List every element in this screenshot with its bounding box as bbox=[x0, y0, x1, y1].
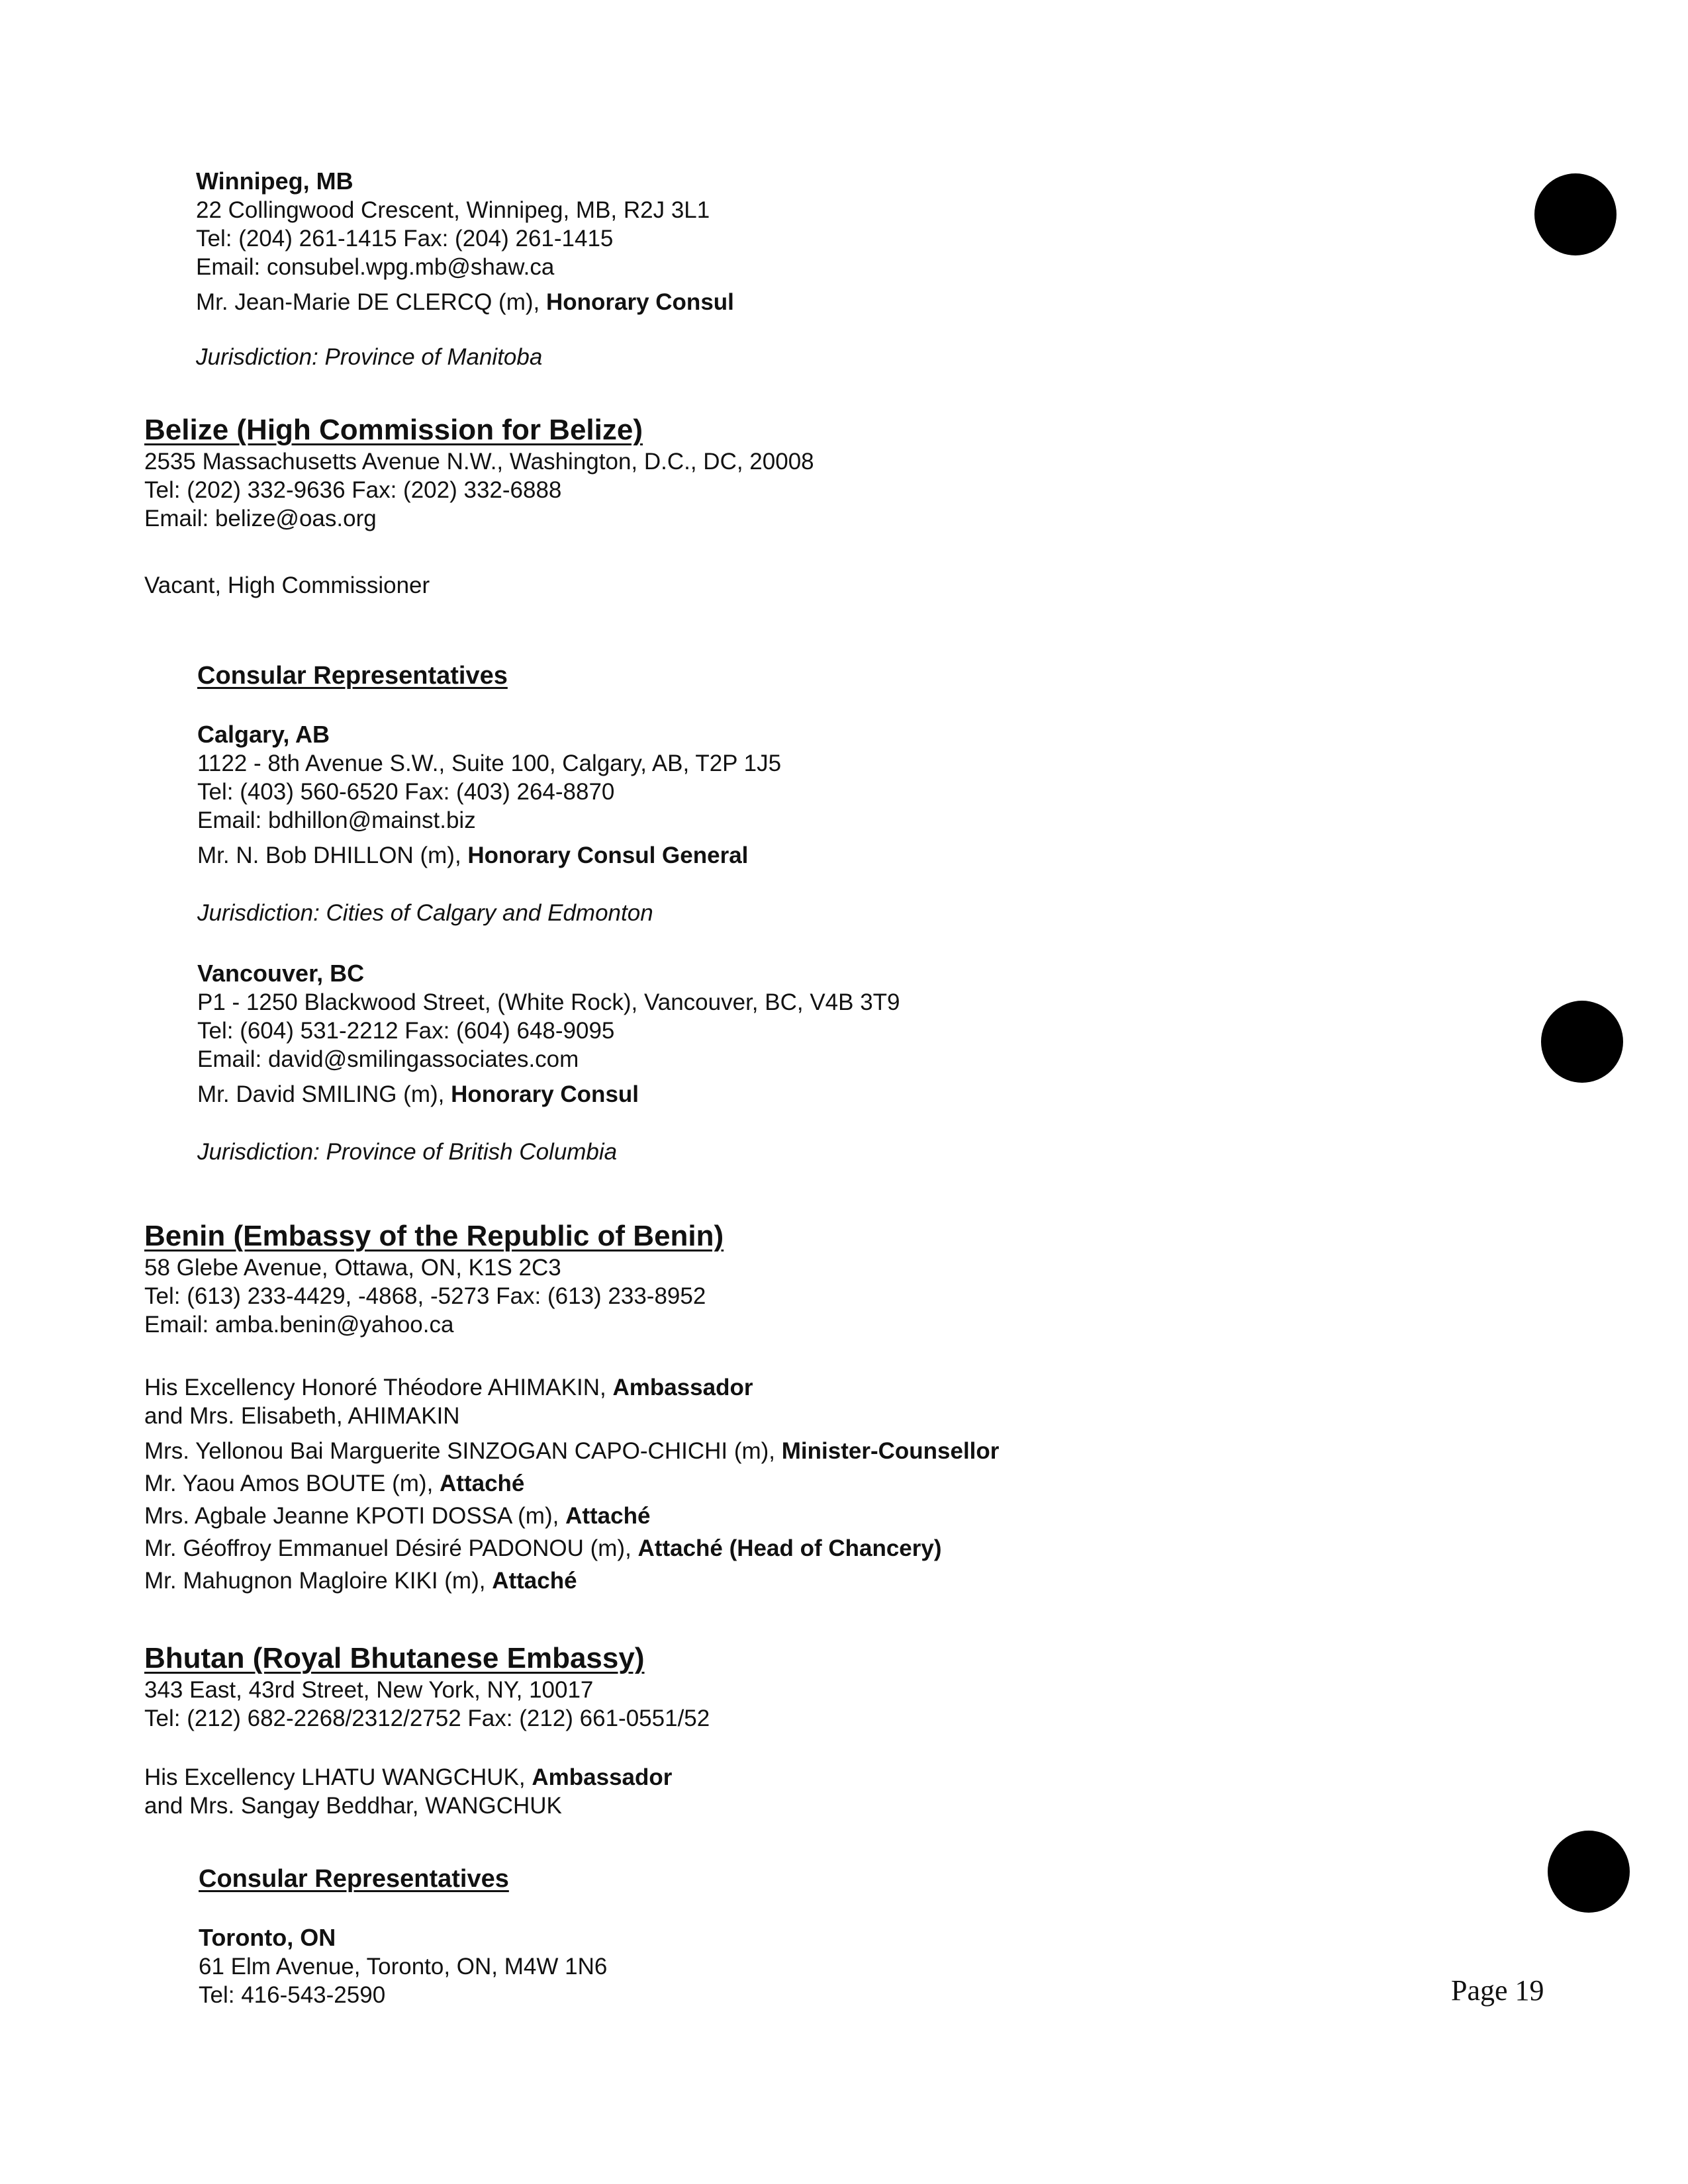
person-name: His Excellency Honoré Théodore AHIMAKIN, bbox=[144, 1375, 613, 1400]
city-name: Calgary, AB bbox=[197, 721, 330, 748]
binder-hole-middle bbox=[1541, 1001, 1623, 1083]
person-title: Ambassador bbox=[612, 1375, 753, 1400]
person-title: Honorary Consul bbox=[451, 1081, 639, 1107]
belize-consular bbox=[197, 660, 900, 1166]
phone-fax: Tel: (604) 531-2212 Fax: (604) 648-9095 bbox=[197, 1018, 615, 1044]
address: P1 - 1250 Blackwood Street, (White Rock), Vancouver, BC, V4B 3T9 bbox=[197, 989, 900, 1015]
email: Email: david@smilingassociates.com bbox=[197, 1046, 579, 1072]
email: Email: belize@oas.org bbox=[144, 506, 377, 531]
person-title: Attaché bbox=[565, 1503, 651, 1529]
person-name: His Excellency LHATU WANGCHUK, bbox=[144, 1764, 532, 1790]
person-title: Attaché (Head of Chancery) bbox=[637, 1535, 942, 1561]
belize-section bbox=[144, 413, 814, 600]
person-name: Mr. David SMILING (m), bbox=[197, 1081, 451, 1107]
phone-fax: Tel: (202) 332-9636 Fax: (202) 332-6888 bbox=[144, 477, 562, 503]
person-title: Minister-Counsellor bbox=[781, 1438, 1000, 1464]
country-heading: Belize (High Commission for Belize) bbox=[144, 414, 643, 446]
jurisdiction-label: Jurisdiction: bbox=[197, 1139, 320, 1165]
address: 343 East, 43rd Street, New York, NY, 10017 bbox=[144, 1677, 594, 1703]
staff-entry bbox=[144, 1469, 999, 1498]
person-name: Mrs. Agbale Jeanne KPOTI DOSSA (m), bbox=[144, 1503, 566, 1529]
person-title: Honorary Consul bbox=[545, 289, 734, 315]
person-title: Honorary Consul General bbox=[467, 842, 749, 868]
city-name: Winnipeg, MB bbox=[196, 167, 353, 195]
spouse: and Mrs. Sangay Beddhar, WANGCHUK bbox=[144, 1793, 562, 1819]
country-heading: Benin (Embassy of the Republic of Benin) bbox=[144, 1220, 724, 1252]
email: Email: consubel.wpg.mb@shaw.ca bbox=[196, 254, 555, 280]
jurisdiction bbox=[197, 899, 900, 927]
address: 1122 - 8th Avenue S.W., Suite 100, Calgary, AB, T2P 1J5 bbox=[197, 751, 782, 776]
staff-entry bbox=[144, 1502, 999, 1530]
phone-fax: Tel: (613) 233-4429, -4868, -5273 Fax: (613) 233-8952 bbox=[144, 1283, 706, 1309]
address: 2535 Massachusetts Avenue N.W., Washington, D.C., DC, 20008 bbox=[144, 449, 814, 475]
staff-entry bbox=[144, 1534, 999, 1563]
person-name: Mr. Géoffroy Emmanuel Désiré PADONOU (m), bbox=[144, 1535, 638, 1561]
staff-entry bbox=[144, 1373, 999, 1402]
person-title: Ambassador bbox=[532, 1764, 673, 1790]
address: 58 Glebe Avenue, Ottawa, ON, K1S 2C3 bbox=[144, 1255, 561, 1281]
address: 61 Elm Avenue, Toronto, ON, M4W 1N6 bbox=[199, 1954, 608, 1979]
city-name: Vancouver, BC bbox=[197, 960, 365, 987]
staff-entry bbox=[144, 1763, 710, 1792]
jurisdiction-label: Jurisdiction: bbox=[196, 344, 318, 370]
person-title: Attaché bbox=[440, 1471, 525, 1496]
city-name: Toronto, ON bbox=[199, 1924, 336, 1951]
consul-entry bbox=[196, 288, 734, 316]
consul-entry bbox=[197, 1080, 900, 1109]
email: Email: amba.benin@yahoo.ca bbox=[144, 1312, 454, 1338]
page-number: Page 19 bbox=[1451, 1974, 1544, 2007]
person-name: Mrs. Yellonou Bai Marguerite SINZOGAN CAPO-CHICHI (m), bbox=[144, 1438, 782, 1464]
person-name: Mr. N. Bob DHILLON (m), bbox=[197, 842, 468, 868]
consular-heading: Consular Representatives bbox=[199, 1865, 509, 1893]
benin-section bbox=[144, 1219, 999, 1595]
winnipeg-consulate bbox=[196, 167, 734, 371]
person-name: Mr. Jean-Marie DE CLERCQ (m), bbox=[196, 289, 546, 315]
bhutan-consular bbox=[199, 1864, 607, 2009]
jurisdiction-value: Province of British Columbia bbox=[319, 1139, 618, 1165]
person-name: Mr. Mahugnon Magloire KIKI (m), bbox=[144, 1568, 492, 1594]
head-of-mission: Vacant, High Commissioner bbox=[144, 572, 430, 598]
phone-fax: Tel: 416-543-2590 bbox=[199, 1982, 386, 2008]
jurisdiction-value: Province of Manitoba bbox=[318, 344, 543, 370]
consul-entry bbox=[197, 841, 900, 870]
staff-entry bbox=[144, 1567, 999, 1595]
jurisdiction bbox=[197, 1138, 900, 1166]
phone-fax: Tel: (403) 560-6520 Fax: (403) 264-8870 bbox=[197, 779, 615, 805]
jurisdiction-label: Jurisdiction: bbox=[197, 900, 320, 926]
staff-entry bbox=[144, 1437, 999, 1465]
binder-hole-bottom bbox=[1548, 1831, 1630, 1913]
jurisdiction bbox=[196, 343, 734, 371]
person-title: Attaché bbox=[492, 1568, 577, 1594]
spouse: and Mrs. Elisabeth, AHIMAKIN bbox=[144, 1403, 460, 1429]
address: 22 Collingwood Crescent, Winnipeg, MB, R2J 3L1 bbox=[196, 197, 710, 223]
phone-fax: Tel: (204) 261-1415 Fax: (204) 261-1415 bbox=[196, 226, 614, 251]
country-heading: Bhutan (Royal Bhutanese Embassy) bbox=[144, 1642, 645, 1674]
person-name: Mr. Yaou Amos BOUTE (m), bbox=[144, 1471, 440, 1496]
phone-fax: Tel: (212) 682-2268/2312/2752 Fax: (212) 661-0551/52 bbox=[144, 1706, 710, 1731]
binder-hole-top bbox=[1534, 173, 1617, 255]
email: Email: bdhillon@mainst.biz bbox=[197, 807, 476, 833]
consular-heading: Consular Representatives bbox=[197, 662, 508, 690]
jurisdiction-value: Cities of Calgary and Edmonton bbox=[319, 900, 653, 926]
bhutan-section bbox=[144, 1641, 710, 1820]
